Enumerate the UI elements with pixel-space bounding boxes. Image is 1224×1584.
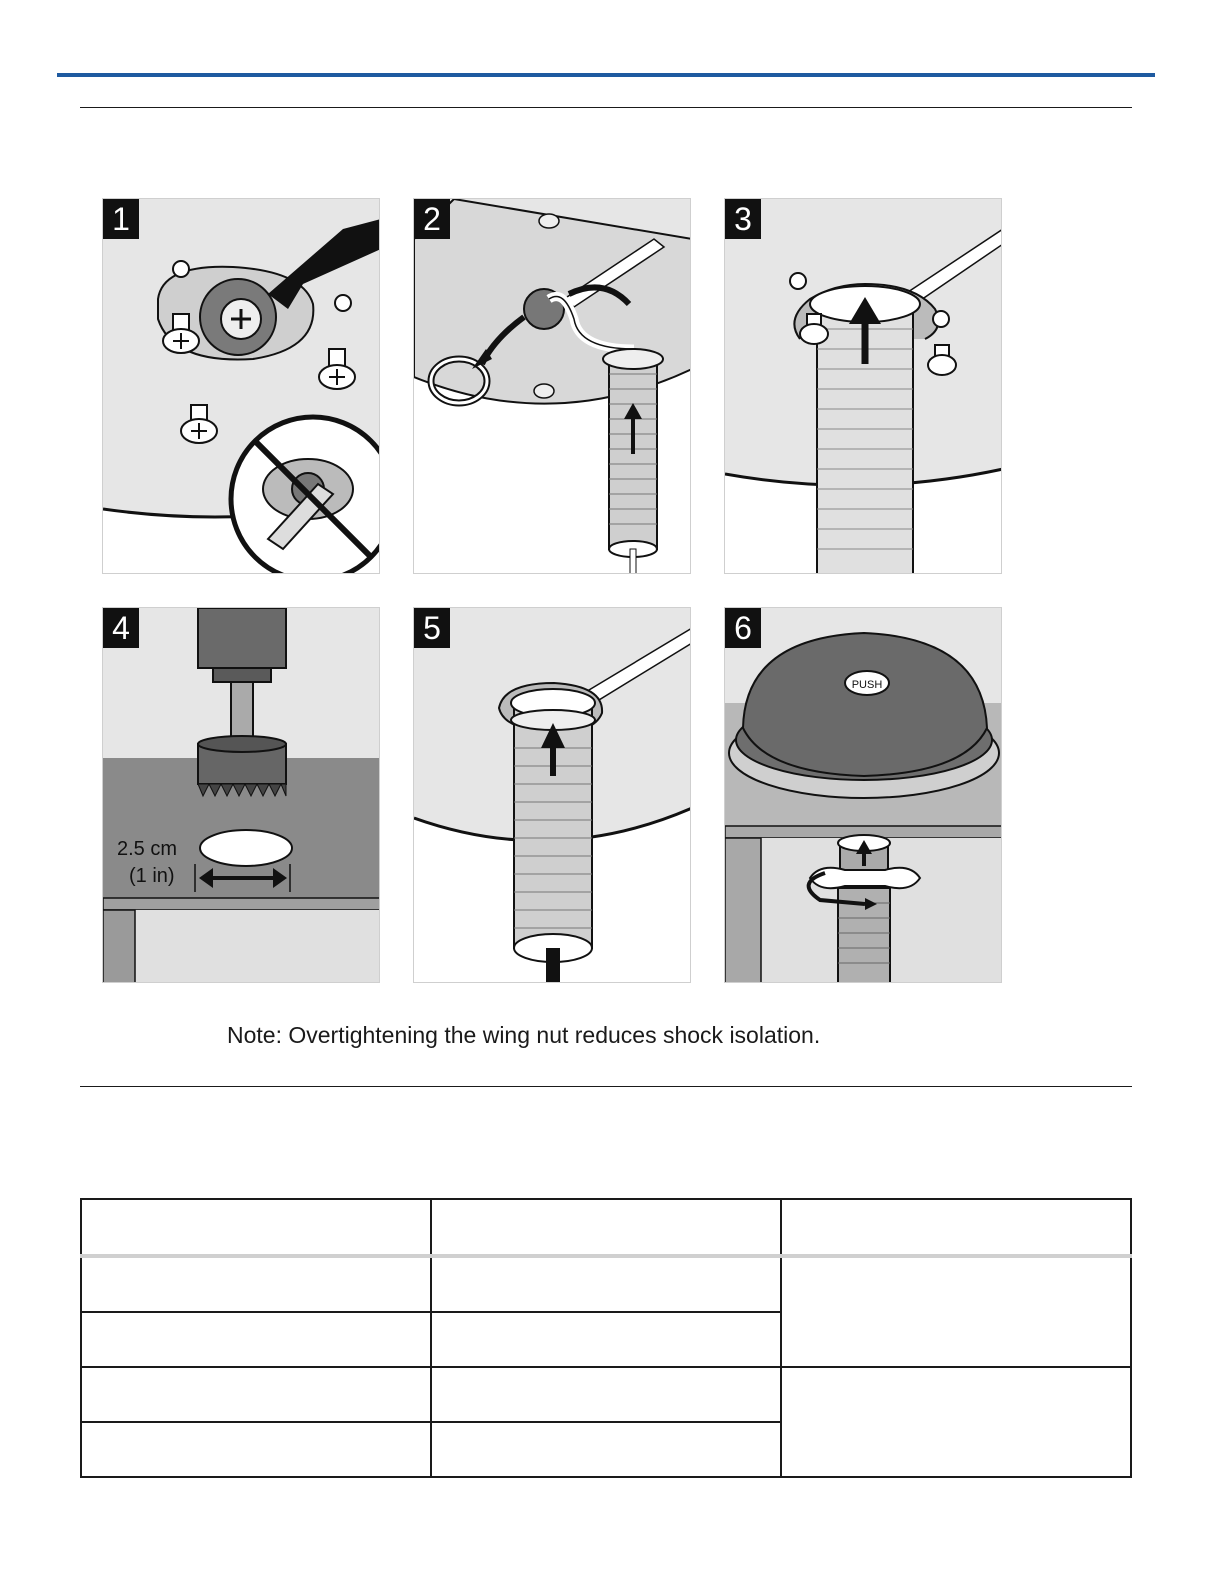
step-6-panel <box>724 607 1002 983</box>
step-3-number: 3 <box>725 199 761 239</box>
table-header-cell <box>431 1199 781 1256</box>
table-header-row <box>81 1199 1131 1256</box>
table-header-cell <box>81 1199 431 1256</box>
table-cell <box>431 1367 781 1422</box>
step-1-panel <box>102 198 380 574</box>
hole-size-cm: 2.5 cm <box>117 838 178 860</box>
table-cell <box>81 1422 431 1477</box>
hole-size-in: (1 in) <box>129 865 175 887</box>
section-divider-top <box>80 107 1132 108</box>
step-3-illustration <box>725 199 1002 574</box>
step-4-number: 4 <box>103 608 139 648</box>
table-cell <box>431 1256 781 1312</box>
step-5-panel <box>413 607 691 983</box>
table-row <box>81 1256 1131 1312</box>
table-header-cell <box>781 1199 1131 1256</box>
step-2-panel <box>413 198 691 574</box>
table-row <box>81 1367 1131 1422</box>
overtighten-note: Note: Overtightening the wing nut reduces shock isolation. <box>227 1022 821 1048</box>
table-merged-cell <box>781 1367 1131 1477</box>
table-cell <box>431 1422 781 1477</box>
header-accent-rule <box>57 73 1155 77</box>
step-2-number: 2 <box>414 199 450 239</box>
step-6-number: 6 <box>725 608 761 648</box>
step-1-number: 1 <box>103 199 139 239</box>
step-2-illustration <box>414 199 691 574</box>
step-3-panel <box>724 198 1002 574</box>
table-cell <box>81 1256 431 1312</box>
spec-table <box>80 1198 1132 1478</box>
table-merged-cell <box>781 1256 1131 1367</box>
step-4-panel <box>102 607 380 983</box>
table-cell <box>81 1312 431 1367</box>
table-cell <box>431 1312 781 1367</box>
step-4-illustration <box>103 608 380 983</box>
step-5-number: 5 <box>414 608 450 648</box>
section-divider-bottom <box>80 1086 1132 1087</box>
step-1-illustration <box>103 199 380 574</box>
table-cell <box>81 1367 431 1422</box>
push-button-label: PUSH <box>851 679 883 691</box>
step-6-illustration <box>725 608 1002 983</box>
step-5-illustration <box>414 608 691 983</box>
